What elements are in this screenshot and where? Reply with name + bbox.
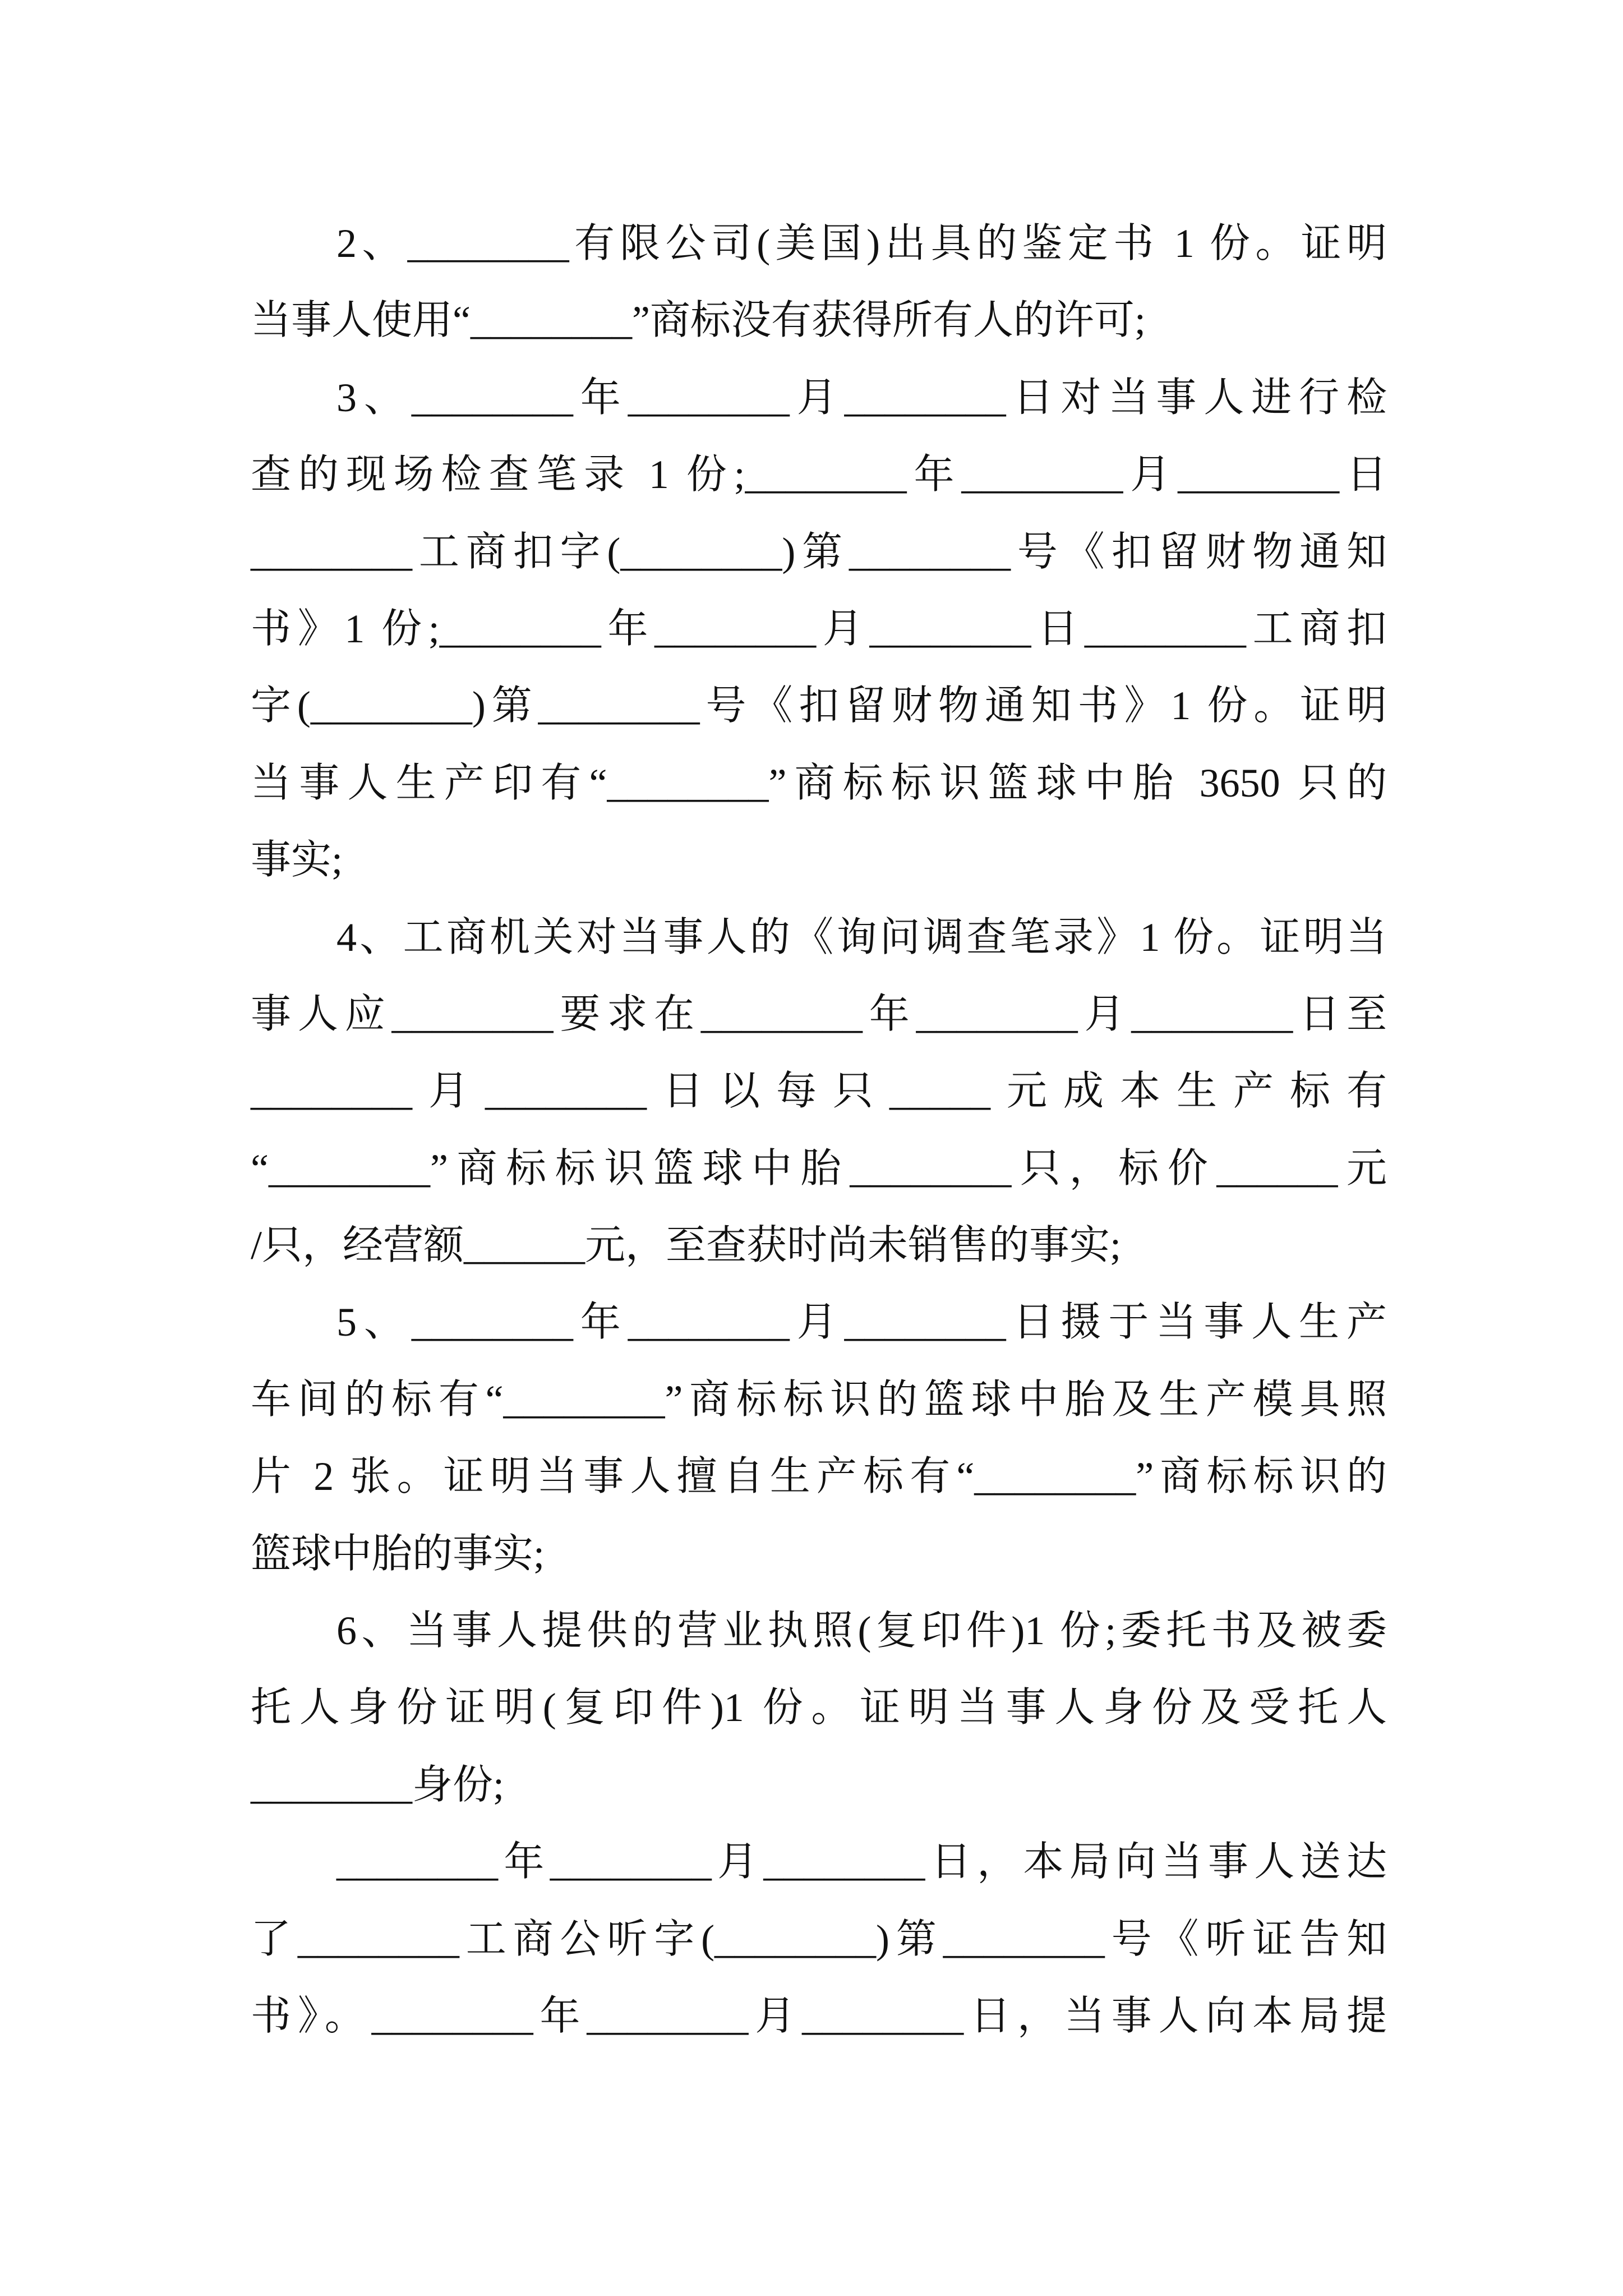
text-line: 事实; bbox=[251, 838, 343, 883]
text-line: 当事人使用“________”商标没有获得所有人的许可; bbox=[251, 298, 1146, 343]
text-line: /只，经营额______元，至查获时尚未销售的事实; bbox=[251, 1223, 1122, 1268]
paragraph-item-5 bbox=[251, 1284, 1387, 1593]
text-line: “________”商标标识篮球中胎________只，标价______元 bbox=[251, 1145, 1387, 1191]
text-line: 字(________)第________号《扣留财物通知书》1 份。证明 bbox=[251, 683, 1387, 729]
text-line: 托人身份证明(复印件)1 份。证明当事人身份及受托人 bbox=[251, 1685, 1387, 1731]
text-line: 3、________年________月________日对当事人进行检 bbox=[336, 375, 1387, 420]
text-line: 2、________有限公司(美国)出具的鉴定书 1 份。证明 bbox=[336, 221, 1387, 266]
paragraph-item-3 bbox=[251, 360, 1387, 899]
document-body bbox=[251, 205, 1387, 2055]
paragraph-hearing-notice bbox=[251, 1824, 1387, 2055]
text-line: ________月________日以每只_____元成本生产标有 bbox=[251, 1069, 1387, 1114]
text-line: 当事人生产印有“________”商标标识篮球中胎 3650 只的 bbox=[251, 760, 1387, 806]
text-line: 车间的标有“________”商标标识的篮球中胎及生产模具照 bbox=[251, 1377, 1387, 1422]
paragraph-item-2 bbox=[251, 205, 1387, 360]
text-line: 书》。________年________月________日，当事人向本局提 bbox=[251, 1993, 1387, 2039]
text-line: 6、当事人提供的营业执照(复印件)1 份;委托书及被委 bbox=[336, 1608, 1387, 1654]
text-line: 查的现场检查笔录 1 份;________年________月________日 bbox=[251, 452, 1387, 498]
text-line: 事人应________要求在________年________月________日至 bbox=[251, 991, 1387, 1037]
text-line: ________身份; bbox=[251, 1762, 505, 1807]
text-line: 了________工商公听字(________)第________号《听证告知 bbox=[251, 1916, 1387, 1962]
text-line: 片 2 张。证明当事人擅自生产标有“________”商标标识的 bbox=[251, 1454, 1387, 1499]
text-line: 4、工商机关对当事人的《询问调查笔录》1 份。证明当 bbox=[336, 914, 1387, 960]
text-line: ________年________月________日，本局向当事人送达 bbox=[336, 1839, 1387, 1885]
text-line: 书》1 份;________年________月________日________工商扣 bbox=[251, 606, 1387, 651]
paragraph-item-6 bbox=[251, 1593, 1387, 1824]
text-line: ________工商扣字(________)第________号《扣留财物通知 bbox=[251, 529, 1387, 574]
text-line: 篮球中胎的事实; bbox=[251, 1531, 545, 1576]
text-line: 5、________年________月________日摄于当事人生产 bbox=[336, 1300, 1387, 1345]
paragraph-item-4 bbox=[251, 899, 1387, 1285]
